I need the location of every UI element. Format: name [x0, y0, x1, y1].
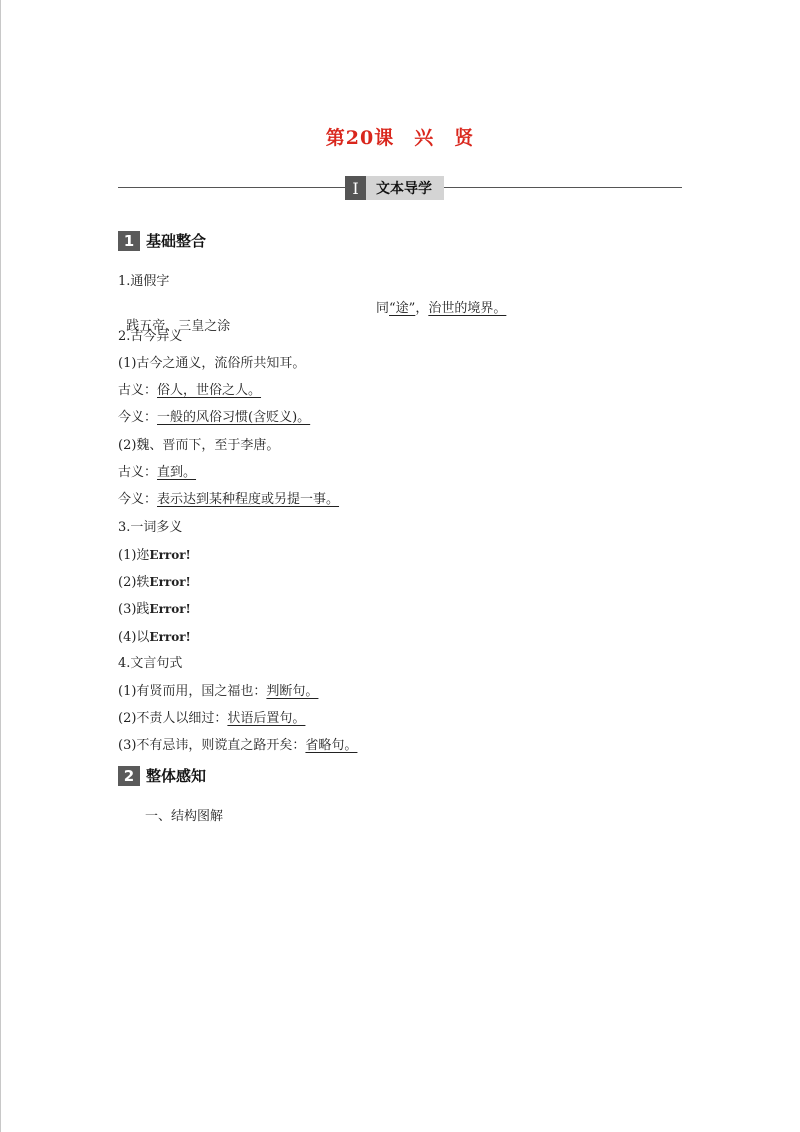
- gujin-item2-jin: [118, 491, 339, 509]
- juzhi-item: [118, 737, 357, 755]
- heading-zhengti-ganzhi: [118, 765, 206, 786]
- tongjia-explanation: [376, 300, 506, 318]
- gujin-title: 2.古今异义: [118, 329, 183, 344]
- yici-item: [118, 573, 191, 592]
- gu-answer: 俗人，世俗之人。: [157, 383, 262, 398]
- tongjia-title: 1.通假字: [118, 274, 170, 289]
- gujin-item1: (1)古今之通义，流俗所共知耳。: [118, 356, 306, 371]
- heading-number-badge: 1: [118, 231, 140, 251]
- tong-word: 同: [376, 301, 390, 316]
- gujin-item1-gu: [118, 382, 261, 400]
- juzhi-text: (2)不责人以细过：: [118, 711, 228, 726]
- gujin-item2-gu: [118, 464, 196, 482]
- tongjia-phrase: 践五帝、三皇之涂: [126, 319, 231, 334]
- page-left-border: [0, 0, 1, 1132]
- yici-label: (2)轶: [118, 575, 150, 590]
- heading-label: 基础整合: [146, 232, 207, 250]
- structure-title: 一、结构图解: [145, 809, 224, 824]
- tongjia-item: [118, 300, 718, 354]
- gu-prefix: 古义：: [118, 383, 158, 398]
- juzhi-answer: 状语后置句。: [227, 711, 306, 726]
- error-field: Error!: [149, 630, 191, 644]
- gu-answer: 直到。: [157, 465, 197, 480]
- gu-prefix: 古义：: [118, 465, 158, 480]
- juzhi-text: (3)不有忌讳，则谠直之路开矣：: [118, 738, 306, 753]
- error-field: Error!: [149, 575, 191, 589]
- tongjia-comma: ，: [415, 301, 429, 316]
- tongjia-meaning: 治世的境界。: [428, 301, 507, 316]
- error-field: Error!: [149, 602, 191, 616]
- juzhi-item: [118, 683, 318, 701]
- jin-prefix: 今义：: [118, 492, 158, 507]
- yici-item: [118, 600, 191, 619]
- gujin-item1-jin: [118, 409, 310, 427]
- heading-number-badge: 2: [118, 766, 140, 786]
- error-field: Error!: [149, 548, 191, 562]
- jin-prefix: 今义：: [118, 410, 158, 425]
- section-banner: [345, 176, 444, 200]
- juzhi-answer: 判断句。: [266, 684, 319, 699]
- jin-answer: 表示达到某种程度或另提一事。: [157, 492, 340, 507]
- juzhi-item: [118, 710, 305, 728]
- juzhi-answer: 省略句。: [305, 738, 358, 753]
- section-label: 文本导学: [366, 176, 444, 200]
- lesson-title: 第20课 兴 贤: [325, 127, 475, 149]
- yici-item: [118, 546, 191, 565]
- juzhi-text: (1)有贤而用，国之福也：: [118, 684, 267, 699]
- heading-label: 整体感知: [146, 767, 207, 785]
- yici-label: (3)践: [118, 602, 150, 617]
- gujin-item2: (2)魏、晋而下，至于李唐。: [118, 438, 280, 453]
- heading-jichu-zhenghe: [118, 230, 206, 251]
- section-roman-numeral: Ⅰ: [345, 176, 366, 200]
- juzhi-title: 4.文言句式: [118, 656, 183, 671]
- yici-title: 3.一词多义: [118, 520, 183, 535]
- jin-answer: 一般的风俗习惯(含贬义)。: [157, 410, 311, 425]
- yici-label: (1)迩: [118, 548, 150, 563]
- tongjia-answer: “途”: [389, 301, 416, 316]
- yici-label: (4)以: [118, 630, 150, 645]
- yici-item: [118, 628, 191, 647]
